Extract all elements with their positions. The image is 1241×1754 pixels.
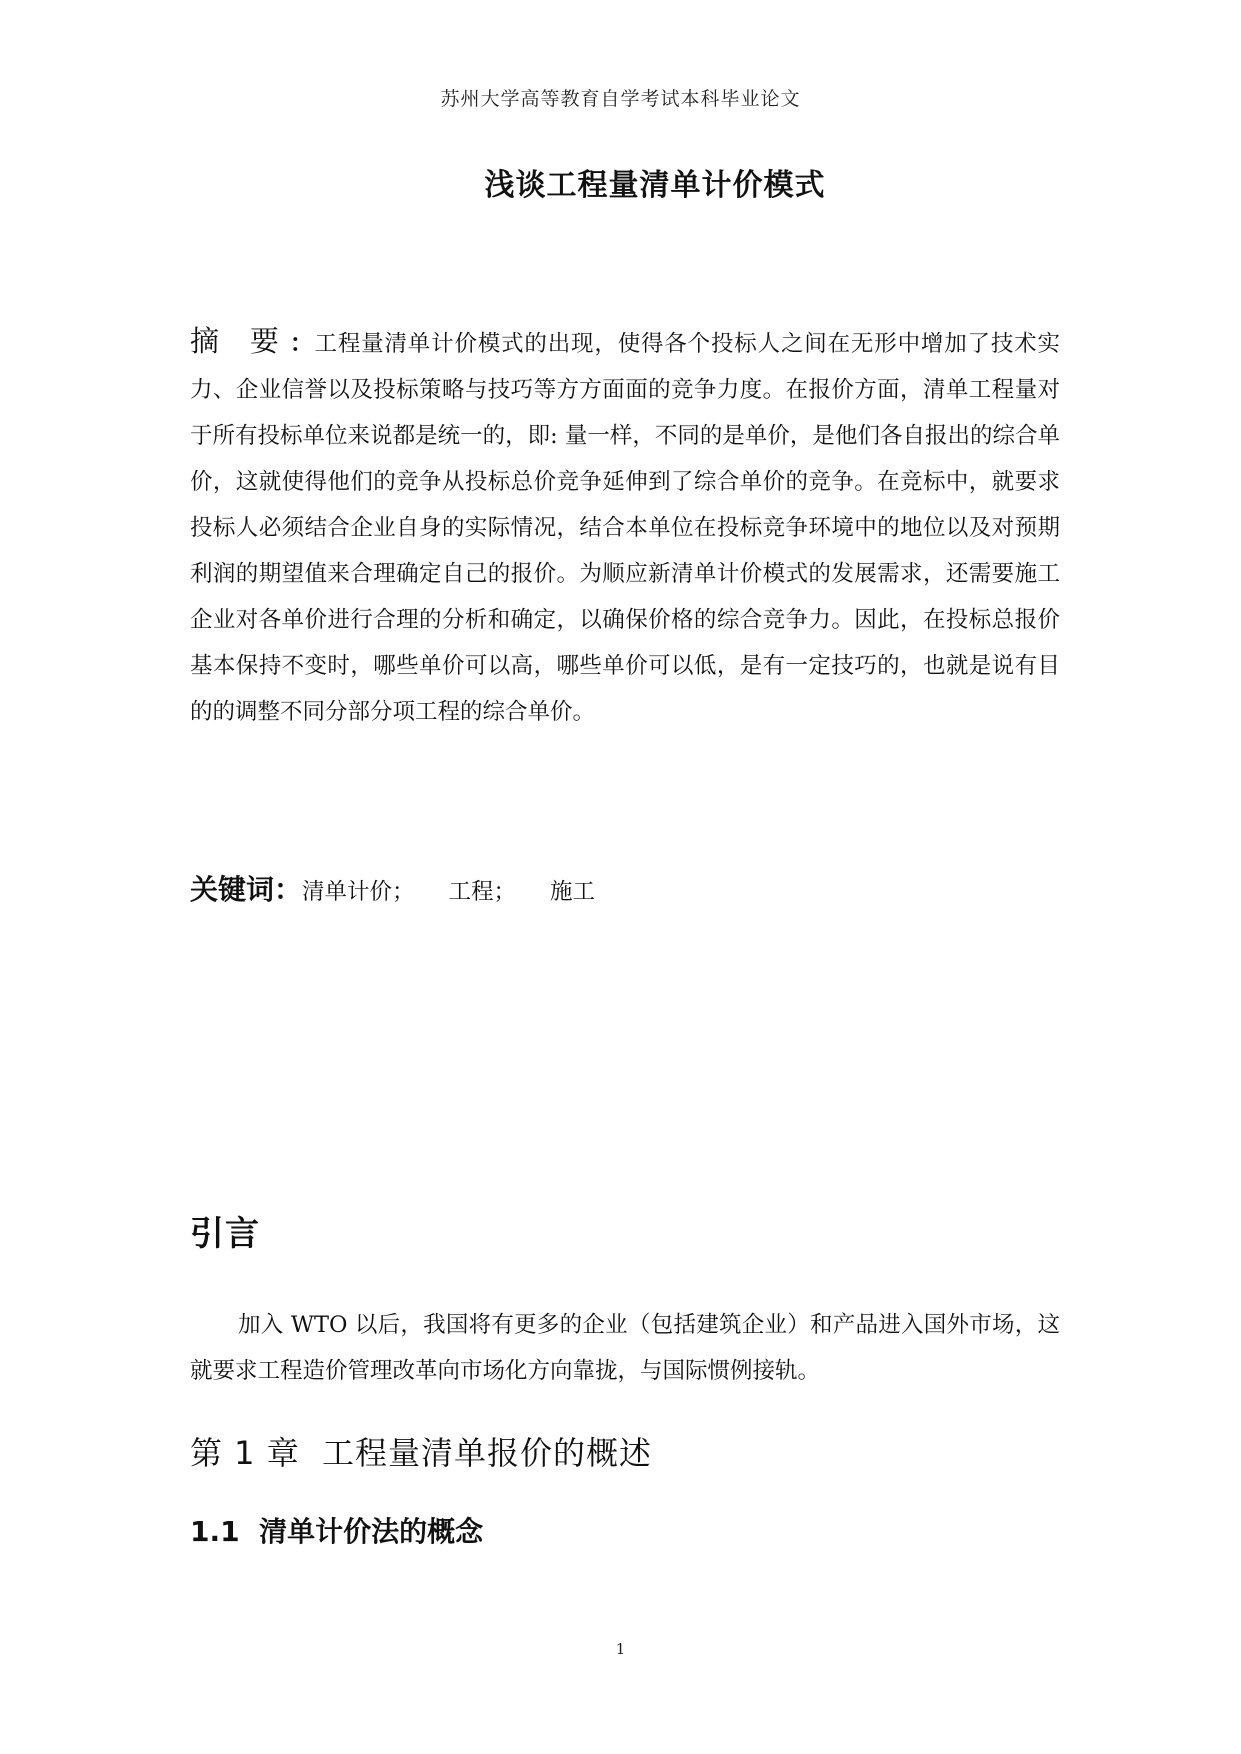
abstract-colon: ：	[289, 329, 315, 357]
abstract-label: 摘 要	[190, 324, 290, 358]
section-heading: 1.1 清单计价法的概念	[190, 1515, 484, 1548]
keyword-item: 工程；	[448, 879, 517, 905]
running-header: 苏州大学高等教育自学考试本科毕业论文	[440, 88, 801, 110]
keyword-item: 施工	[550, 879, 596, 905]
keywords-label: 关键词：	[190, 873, 303, 906]
keyword-item: 清单计价；	[302, 879, 415, 905]
document-title: 浅谈工程量清单计价模式	[484, 168, 826, 203]
introduction-heading: 引言	[190, 1214, 260, 1254]
abstract-paragraph	[190, 318, 1060, 735]
page-number: 1	[615, 1640, 626, 1658]
introduction-paragraph: 加入 WTO 以后，我国将有更多的企业（包括建筑企业）和产品进入国外市场，这就要求工程造价管理改革向市场化方向靠拢，与国际惯例接轨。	[190, 1312, 1060, 1384]
abstract-text: 工程量清单计价模式的出现，使得各个投标人之间在无形中增加了技术实力、企业信誉以及投标策略与技巧等方方面面的竞争力度。在报价方面，清单工程量对于所有投标单位来说都是统一的，即: 量一样，不同的是单价，是他们各自报出的综合单价，这就使得他们的竞争从投标总价竞争延伸到了综合单价的竞争。在竞标中，就要求投标人必须结合企业自身的实际情况，结合本单位在投标竞争环境中的地位以及对预期利润的期望值来合理确定自己的报价。为顺应新清单计价模式的发展需求，还需要施工企业对各单价进行合理的分析和确定，以确保价格的综合竞争力。因此，在投标总报价基本保持不变时，哪些单价可以高，哪些单价可以低，是有一定技巧的，也就是说有目的的调整不同分部分项工程的综合单价。	[190, 331, 1060, 725]
chapter-heading: 第 1 章 工程量清单报价的概述	[190, 1434, 653, 1472]
keywords-line	[190, 870, 595, 912]
